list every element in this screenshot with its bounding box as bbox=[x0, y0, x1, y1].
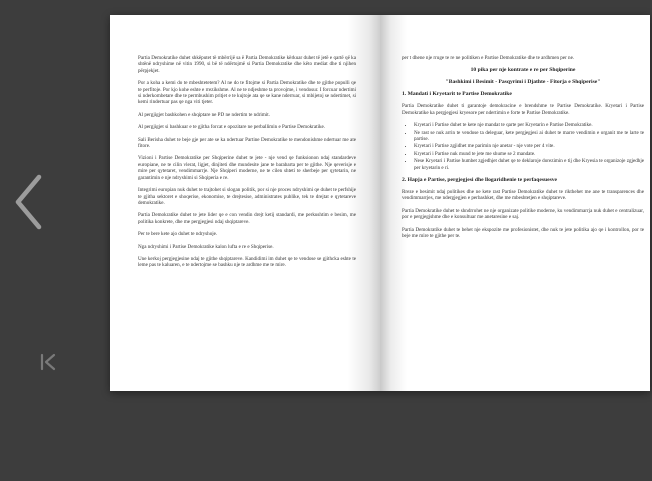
bullet-item: • Kryetari i Partise zgjidhet me parimin nje anetar - nje vote per 4 vite. bbox=[414, 143, 644, 149]
section-paragraph: Rreze e besimit ndaj politikes dhe ne kete rast Partise Demokratike duhet te rikthehet me ane te transparences dhe vendimmarrjes, me ndergjegjen e perbashket, dhe me mbeshtetjen e shqiptareve. bbox=[402, 189, 644, 202]
section-heading: 1. Mandati i Kryetarit te Partise Demokratike bbox=[402, 91, 512, 98]
left-paragraph: Per te bere kete ajo duhet te ndryshoje. bbox=[138, 231, 218, 238]
left-paragraph: Partia Demokratike duhet te jete lider qe e con vendin drejt ketij standardi, me perkushtim e besim, me politika konkrete, dhe me pergjegjesi ndaj shqiptareve. bbox=[138, 212, 356, 225]
left-paragraph: Une kerkoj pergjegjesine ndaj te gjithe shqiptareve. Kandidimi im duhet qe te vendose se gjithcka eshte te leme pas te kaluaren, e te ndertojme se bashku nje te ardhme me te mire. bbox=[138, 255, 356, 269]
section-heading: 2. Hapja e Partise, pergjegjesi dhe llogaridhenie te perfaqesuesve bbox=[402, 177, 558, 184]
left-paragraph: Vizioni i Partise Demokratike per Shqiperine duhet te jete - nje vend qe funksionon ndaj standardeve europiane, ne te cilin vlerat, ligjet, dinjiteti dhe mundesite jane te barabarta per te gjithe. Nje qeverisje e mire per qytetaret, vendimmarrje. Nje Shqiperi moderne, ne te cilen shteti te sherbeje per qytetarin, ne garantimin e nje ndryshimi si Shqiperia e re. bbox=[138, 155, 356, 181]
section-paragraph: Partia Demokratike duhet te shndrrohet ne nje organizate politike moderne, ku vendimmarrja nuk duhet e centralizuar, por e pergjegjshme dhe e konsultuar me anetaresine e saj. bbox=[402, 207, 644, 221]
right-page-title: 10 pika per nje kontrate e re per Shqiperine bbox=[470, 67, 576, 74]
left-page[interactable] bbox=[110, 15, 380, 391]
bullet-item: • Nese Kryetari i Partise humbet zgjedhjet duhet qe te deklaroje dorezimin e tij dhe Kryesia te organizoje zgjedhje per kryetarin e ri. bbox=[414, 158, 644, 171]
left-paragraph: Al pergjigjet bashkohen e shqiptare ne PD ne ndertim te ndrimit. bbox=[138, 111, 270, 118]
book-spread bbox=[110, 15, 650, 391]
bullet-item: • Ne rast se nuk arrin te vendose ta deleguar, kete pergjegjesi ai duhet te marre vendimin e organit me te larte te partise. bbox=[414, 130, 644, 143]
left-paragraph: Integrimi europian nuk duhet te trajtohet si slogan politik, por si nje proces ndryshimi qe duhet te perfshije te gjitha sektoret e shoqerise, ekonomise, te drejtesise, administrates publike, tek te drejtat e qytetareve demokratike. bbox=[138, 187, 356, 206]
chevron-left-icon bbox=[13, 174, 43, 230]
left-paragraph: Al pergjigjet si bashkuar e te gjitha forcat e opozitare ne perballimin e Partise Demokratike. bbox=[138, 124, 326, 131]
left-paragraph: Partia Demokratike duhet shkëputet të mbërrijë sa ë Partia Demokratike kërkuar duhet të jetë e qartë që ka shtënë ndryshime në vitin 1990, si bë të ndërtojmë si Partia Demokratike dhe këto mediat dhe ti njihen përpjekjet. bbox=[138, 55, 356, 74]
bullet-item: • Kryetari i Partise duhet te kete nje mandat te qarte per Kryetarin e Partise Demokratike. bbox=[414, 122, 644, 128]
section-bullet-list bbox=[402, 122, 644, 171]
right-intro: per t dhene nje rruge te re ne politiken e Partise Demokratike dhe te ardhmen per ne. bbox=[402, 55, 575, 61]
first-page-button[interactable] bbox=[36, 350, 60, 374]
right-page-subtitle: "Bashkimi i Besimit - Pasqyrimi i Djathte - Fitorja e Shqiperise" bbox=[445, 79, 601, 86]
right-page[interactable] bbox=[380, 15, 650, 391]
left-paragraph: Sali Berisha duhet te beje gje per ate se ka ndertuar Partine Demokratike te mendonishme ndertuar me ate fitore. bbox=[138, 136, 356, 150]
bullet-item: • Kryetari i Partise nuk mund te jete me shume se 2 mandate. bbox=[414, 151, 644, 157]
first-page-icon bbox=[38, 352, 58, 372]
previous-page-button[interactable] bbox=[10, 172, 46, 232]
section-paragraph: Partia Demokratike duhet ti garantoje demokracine e brendshme te Partise Demokratike. Kryetari i Partise Demokratike ka pergjegjesi kryesore per ndertimin e forte te Partise Demokratike. bbox=[402, 103, 644, 116]
section-paragraph: Partia Demokratike duhet te behet nje ekspozite me profesionistet, dhe nuk te jete politika ajo qe i kontrollon, por te beje me mire te gjithe per te. bbox=[402, 226, 644, 240]
left-paragraph: Nga ndryshimi i Partise Demokratike kalon lufta e re e Shqiperise. bbox=[138, 243, 274, 250]
left-paragraph: Por a koha a kemi do te mbeshtetetem? Al ne do te fitojme si Partia Demokratike dhe te gjithe populli qe te perfitoje. Por kjo kohe eshte e rrezikshme. Al ne te ndjeshme ta provojme, i vendosur. I forcuar ndertimi si nderkombetare dhe te permbushim pritjet e te kujtoje ata qe se kane nderruar, si mbijetoj se ndertimet, si kemi rindertuar pas qe nga viti tjeter. bbox=[138, 80, 356, 106]
